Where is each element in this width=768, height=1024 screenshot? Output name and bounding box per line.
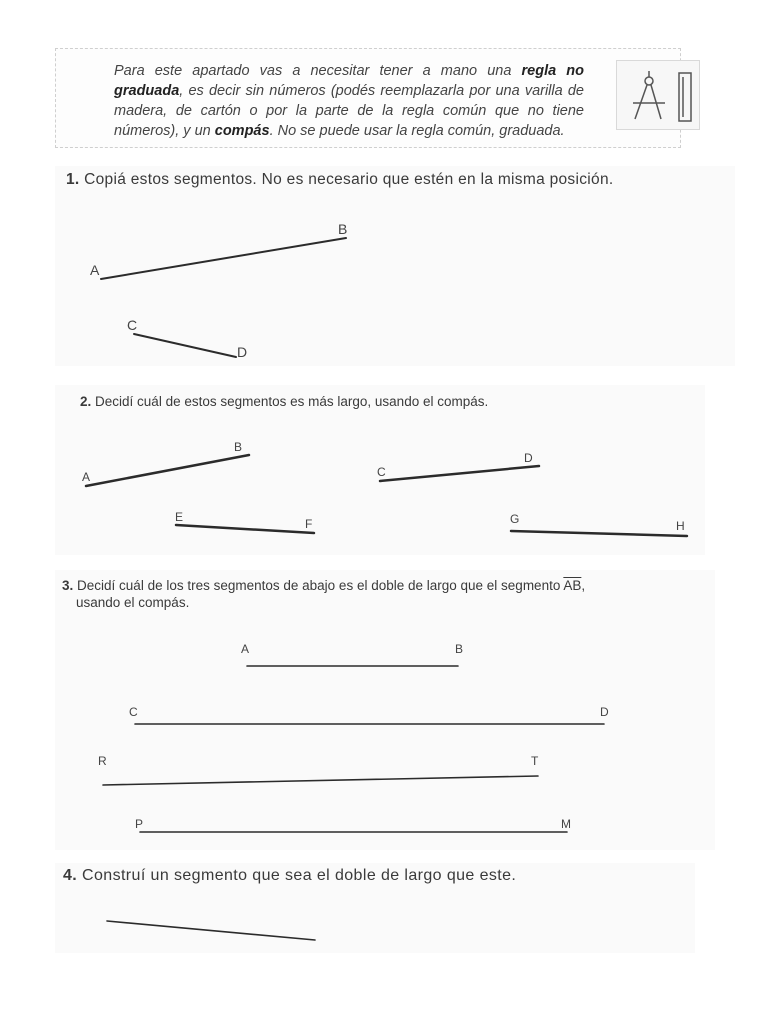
label-ex3-r: R	[98, 754, 107, 768]
segment-ex4	[107, 921, 315, 940]
segment-ex2-cd	[380, 466, 539, 481]
exercise4-title: 4. Construí un segmento que sea el doble de largo que este.	[63, 867, 517, 884]
segment-ex1-cd	[134, 334, 236, 357]
label-ex3-c: C	[129, 705, 138, 719]
segment-ab-overline: $\overline{AB}$	[563, 578, 582, 593]
label-ex2-f: F	[305, 517, 313, 531]
label-ex2-a: A	[82, 470, 91, 484]
label-ex3-p: P	[135, 817, 144, 831]
label-ex1-d: D	[237, 344, 248, 360]
intro-bold-regla: regla no graduada	[114, 63, 584, 99]
label-ex3-b: B	[455, 642, 464, 656]
label-ex2-b: B	[234, 440, 243, 454]
label-ex2-c: C	[377, 465, 386, 479]
label-ex1-c: C	[127, 317, 138, 333]
segment-ex3-rt	[103, 776, 538, 785]
intro-text: Para este apartado vas a necesitar tener a mano una regla no graduada, es decir sin números (podés reemplazarla por una varilla de madera, de cartón o por la parte de la regla común que no tiene números), y un compás. No se puede usar la regla común, graduada.	[114, 63, 584, 139]
label-ex1-a: A	[90, 262, 100, 278]
segment-ex2-ef	[176, 525, 314, 533]
label-ex3-d: D	[600, 705, 609, 719]
label-ex1-b: B	[338, 221, 348, 237]
exercise3-title: 3. Decidí cuál de los tres segmentos de abajo es el doble de largo que el segmento $\overline{AB}$, usando el compás.	[62, 578, 586, 610]
segment-ex1-ab	[101, 238, 346, 279]
intro-bold-compas: compás	[214, 123, 270, 139]
label-ex3-a: A	[241, 642, 250, 656]
label-ex2-g: G	[510, 512, 520, 526]
label-ex2-h: H	[676, 519, 685, 533]
label-ex2-e: E	[175, 510, 184, 524]
exercise1-title: 1. Copiá estos segmentos. No es necesario que estén en la misma posición.	[66, 171, 614, 188]
exercise2-title: 2. Decidí cuál de estos segmentos es más largo, usando el compás.	[80, 394, 489, 409]
label-ex3-m: M	[561, 817, 571, 831]
label-ex3-t: T	[531, 754, 539, 768]
segment-ex2-gh	[511, 531, 687, 536]
segment-ex2-ab	[86, 455, 249, 486]
label-ex2-d: D	[524, 451, 533, 465]
